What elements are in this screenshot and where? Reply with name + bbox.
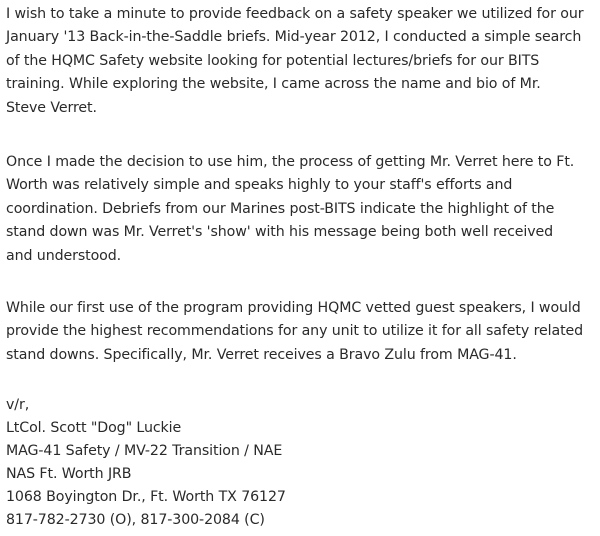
paragraph-feedback-intro	[6, 3, 583, 120]
signature-closing: v/r,	[6, 397, 30, 413]
text-line: training. While exploring the website, I came across the name and bio of Mr.	[6, 76, 541, 93]
text-line: and understood.	[6, 247, 122, 264]
text-line: Worth was relatively simple and speaks highly to your staff's efforts and	[6, 177, 513, 194]
paragraph-recommendation	[6, 297, 583, 367]
text-line: of the HQMC Safety website looking for potential lectures/briefs for our BITS	[6, 52, 540, 69]
paragraph-process	[6, 151, 574, 268]
signature-title: MAG-41 Safety / MV-22 Transition / NAE	[6, 442, 283, 459]
text-line: I wish to take a minute to provide feedback on a safety speaker we utilized for our	[6, 6, 584, 22]
text-line: provide the highest recommendations for any unit to utilize it for all safety related	[6, 323, 584, 340]
signature-address: 1068 Boyington Dr., Ft. Worth TX 76127	[6, 488, 286, 505]
text-line: January '13 Back-in-the-Saddle briefs. Mid-year 2012, I conducted a simple search	[6, 29, 582, 46]
text-line: Steve Verret.	[6, 99, 97, 116]
text-line: coordination. Debriefs from our Marines post-BITS indicate the highlight of the	[6, 200, 555, 217]
text-line: Once I made the decision to use him, the process of getting Mr. Verret here to Ft.	[6, 154, 575, 170]
signature-block	[6, 394, 286, 531]
signature-name: LtCol. Scott "Dog" Luckie	[6, 419, 182, 436]
text-line: stand downs. Specifically, Mr. Verret receives a Bravo Zulu from MAG-41.	[6, 346, 517, 363]
text-line: stand down was Mr. Verret's 'show' with his message being both well received	[6, 224, 554, 241]
signature-station: NAS Ft. Worth JRB	[6, 465, 132, 482]
signature-phone: 817-782-2730 (O), 817-300-2084 (C)	[6, 511, 265, 528]
text-line: While our first use of the program providing HQMC vetted guest speakers, I would	[6, 300, 581, 316]
